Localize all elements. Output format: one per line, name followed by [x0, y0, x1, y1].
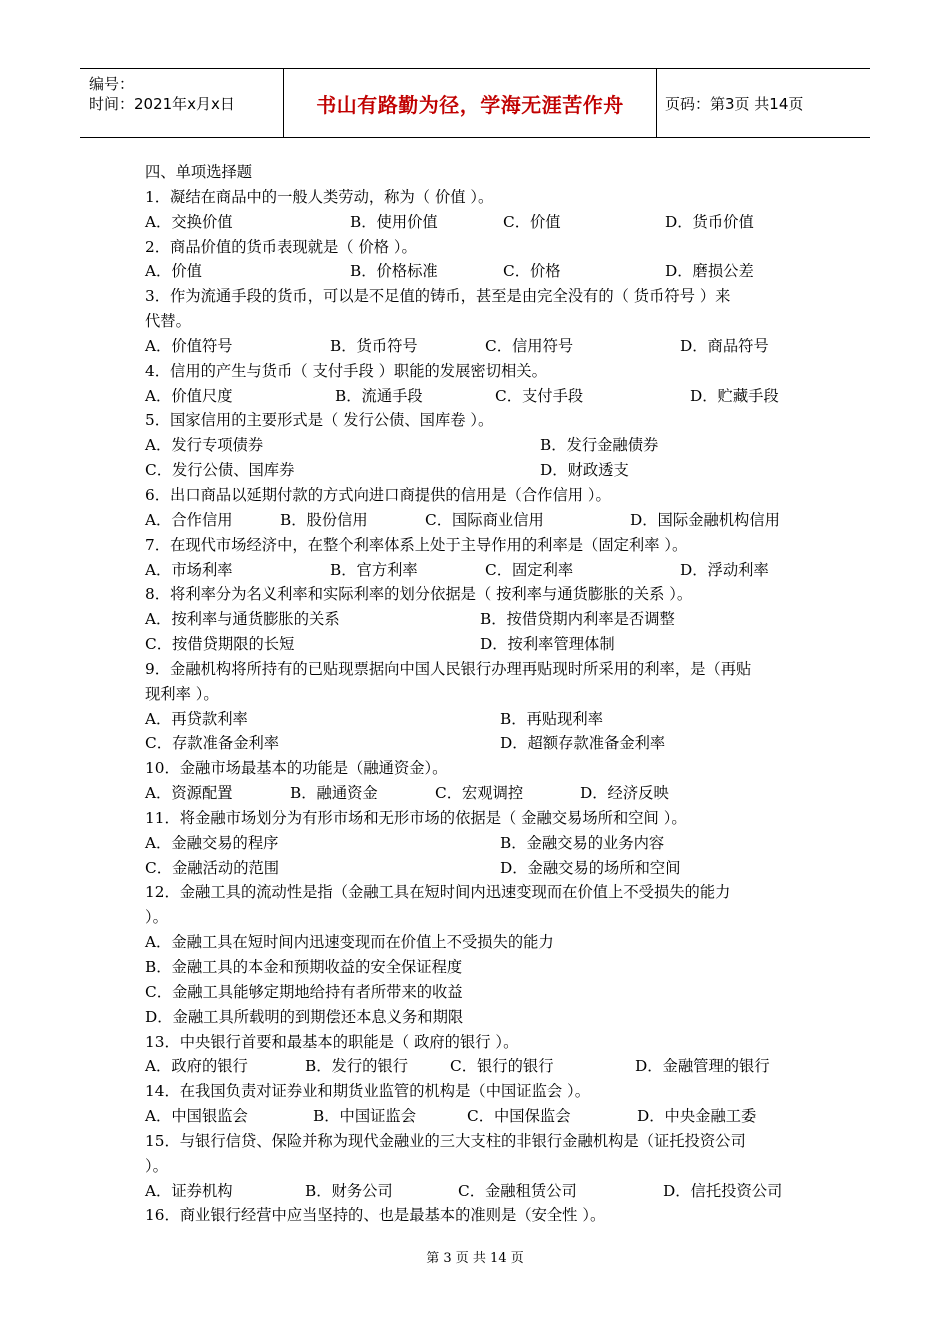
- answer-option: C．按借贷期限的长短: [145, 635, 295, 654]
- answer-option: D．超额存款准备金利率: [500, 734, 666, 753]
- question-stem: 4．信用的产生与货币（ 支付手段 ）职能的发展密切相关。: [145, 361, 547, 380]
- answer-option: B．发行的银行: [305, 1057, 409, 1076]
- doc-number-label: 编号：: [89, 75, 135, 93]
- answer-option: C．存款准备金利率: [145, 734, 280, 753]
- answer-option: C．宏观调控: [435, 784, 524, 803]
- answer-option: B．流通手段: [335, 386, 423, 405]
- question-stem: ）。: [145, 1156, 168, 1175]
- question-stem: 7．在现代市场经济中，在整个利率体系上处于主导作用的利率是（固定利率 ）。: [145, 535, 688, 554]
- answer-option: C．发行公债、国库券: [145, 461, 295, 480]
- question-stem: 6．出口商品以延期付款的方式向进口商提供的信用是（合作信用 ）。: [145, 485, 611, 504]
- answer-option: C．金融工具能够定期地给持有者所带来的收益: [145, 982, 463, 1001]
- option-row: [145, 731, 815, 756]
- option-row: [145, 856, 815, 881]
- answer-option: D．按利率管理体制: [480, 635, 615, 654]
- answer-option: B．再贴现利率: [500, 709, 604, 728]
- answer-option: A．价值: [145, 262, 202, 281]
- option-row: [145, 458, 815, 483]
- answer-option: A．中国银监会: [145, 1107, 248, 1126]
- option-row: [145, 508, 815, 533]
- answer-option: D．浮动利率: [680, 560, 769, 579]
- answer-option: B．价格标准: [350, 262, 438, 281]
- answer-option: C．支付手段: [495, 386, 584, 405]
- answer-option: B．金融交易的业务内容: [500, 833, 665, 852]
- answer-option: A．发行专项债券: [145, 436, 264, 455]
- answer-option: D．国际金融机构信用: [630, 510, 780, 529]
- answer-option: A．金融交易的程序: [145, 833, 279, 852]
- option-row: [145, 831, 815, 856]
- answer-option: A．资源配置: [145, 784, 233, 803]
- answer-option: D．信托投资公司: [663, 1181, 783, 1200]
- answer-option: D．磨损公差: [665, 262, 754, 281]
- option-row: [145, 210, 815, 235]
- answer-option: A．合作信用: [145, 510, 233, 529]
- option-row: [145, 1054, 815, 1079]
- option-row: [145, 558, 815, 583]
- answer-option: C．银行的银行: [450, 1057, 554, 1076]
- option-row: [145, 1005, 815, 1030]
- footer-page-number: 第 3 页 共 14 页: [426, 1251, 524, 1266]
- option-row: [145, 632, 815, 657]
- header-page-info-text: 页码：第3页 共14页: [665, 94, 804, 113]
- header-motto-cell: [284, 69, 657, 137]
- answer-option: B．财务公司: [305, 1181, 393, 1200]
- question-stem: 16．商业银行经营中应当坚持的、也是最基本的准则是（安全性 ）。: [145, 1206, 606, 1225]
- answer-option: A．金融工具在短时间内迅速变现而在价值上不受损失的能力: [145, 933, 554, 952]
- answer-option: A．证券机构: [145, 1181, 233, 1200]
- answer-option: D．金融管理的银行: [635, 1057, 770, 1076]
- option-row: [145, 707, 815, 732]
- answer-option: B．官方利率: [330, 560, 418, 579]
- answer-option: A．按利率与通货膨胀的关系: [145, 610, 340, 629]
- answer-option: B．发行金融债券: [540, 436, 659, 455]
- answer-option: C．金融租赁公司: [458, 1181, 577, 1200]
- question-stem: 3．作为流通手段的货币，可以是不足值的铸币，甚至是由完全没有的（ 货币符号 ）来: [145, 287, 731, 306]
- answer-option: C．金融活动的范围: [145, 858, 280, 877]
- answer-option: C．价值: [503, 212, 561, 231]
- option-row: [145, 781, 815, 806]
- answer-option: D．金融交易的场所和空间: [500, 858, 681, 877]
- answer-option: D．经济反映: [580, 784, 669, 803]
- answer-option: B．金融工具的本金和预期收益的安全保证程度: [145, 958, 463, 976]
- question-stem: 14．在我国负责对证券业和期货业监管的机构是（中国证监会 ）。: [145, 1082, 590, 1101]
- page-footer: [0, 1247, 950, 1266]
- question-stem: 11．将金融市场划分为有形市场和无形市场的依据是（ 金融交易场所和空间 ）。: [145, 808, 687, 827]
- doc-date: 时间：2021年x月x日: [89, 95, 235, 113]
- question-stem: 15．与银行信贷、保险并称为现代金融业的三大支柱的非银行金融机构是（证托投资公司: [145, 1131, 746, 1150]
- option-row: [145, 980, 815, 1005]
- answer-option: B．中国证监会: [313, 1107, 417, 1126]
- question-stem: ）。: [145, 908, 168, 927]
- answer-option: B．股份信用: [280, 510, 368, 529]
- answer-option: C．中国保监会: [467, 1107, 571, 1126]
- answer-option: D．商品符号: [680, 336, 769, 355]
- answer-option: A．市场利率: [145, 560, 233, 579]
- header-motto: 书山有路勤为径，学海无涯苦作舟: [316, 92, 624, 117]
- answer-option: B．融通资金: [290, 784, 378, 803]
- page-header: [80, 68, 870, 138]
- question-stem: 2．商品价值的货币表现就是（ 价格 ）。: [145, 237, 417, 256]
- answer-option: B．货币符号: [330, 336, 418, 355]
- option-row: [145, 955, 815, 980]
- answer-option: C．价格: [503, 262, 561, 281]
- question-stem: 12．金融工具的流动性是指（金融工具在短时间内迅速变现而在价值上不受损失的能力: [145, 883, 731, 902]
- question-stem: 8．将利率分为名义利率和实际利率的划分依据是（ 按利率与通货膨胀的关系 ）。: [145, 585, 693, 604]
- option-row: [145, 259, 815, 284]
- question-stem: 5．国家信用的主要形式是（ 发行公债、国库卷 ）。: [145, 411, 494, 430]
- question-stem: 现利率 ）。: [145, 684, 219, 703]
- answer-option: A．交换价值: [145, 212, 233, 231]
- answer-option: C．信用符号: [485, 336, 574, 355]
- option-row: [145, 1179, 815, 1204]
- answer-option: B．使用价值: [350, 212, 438, 231]
- option-row: [145, 1104, 815, 1129]
- question-stem: 代替。: [145, 312, 191, 331]
- answer-option: A．价值符号: [145, 336, 233, 355]
- answer-option: A．政府的银行: [145, 1057, 248, 1076]
- header-meta: [80, 69, 284, 137]
- question-list: [145, 160, 815, 1228]
- option-row: [145, 607, 815, 632]
- section-title: 四、单项选择题: [145, 163, 253, 181]
- answer-option: D．贮藏手段: [690, 386, 779, 405]
- answer-option: D．财政透支: [540, 461, 629, 480]
- answer-option: D．货币价值: [665, 212, 754, 231]
- question-stem: 13．中央银行首要和最基本的职能是（ 政府的银行 ）。: [145, 1032, 519, 1051]
- answer-option: A．再贷款利率: [145, 709, 248, 728]
- question-stem: 9．金融机构将所持有的已贴现票据向中国人民银行办理再贴现时所采用的利率，是（再贴: [145, 659, 752, 678]
- answer-option: C．国际商业信用: [425, 510, 544, 529]
- answer-option: A．价值尺度: [145, 386, 233, 405]
- option-row: [145, 930, 815, 955]
- answer-option: D．金融工具所载明的到期偿还本息义务和期限: [145, 1007, 464, 1026]
- answer-option: B．按借贷期内利率是否调整: [480, 610, 675, 629]
- option-row: [145, 433, 815, 458]
- question-stem: 1．凝结在商品中的一般人类劳动，称为（ 价值 ）。: [145, 187, 494, 206]
- question-stem: 10．金融市场最基本的功能是（融通资金）。: [145, 759, 448, 778]
- option-row: [145, 334, 815, 359]
- option-row: [145, 384, 815, 409]
- answer-option: D．中央金融工委: [637, 1107, 757, 1126]
- answer-option: C．固定利率: [485, 560, 574, 579]
- header-page-info: [657, 69, 870, 137]
